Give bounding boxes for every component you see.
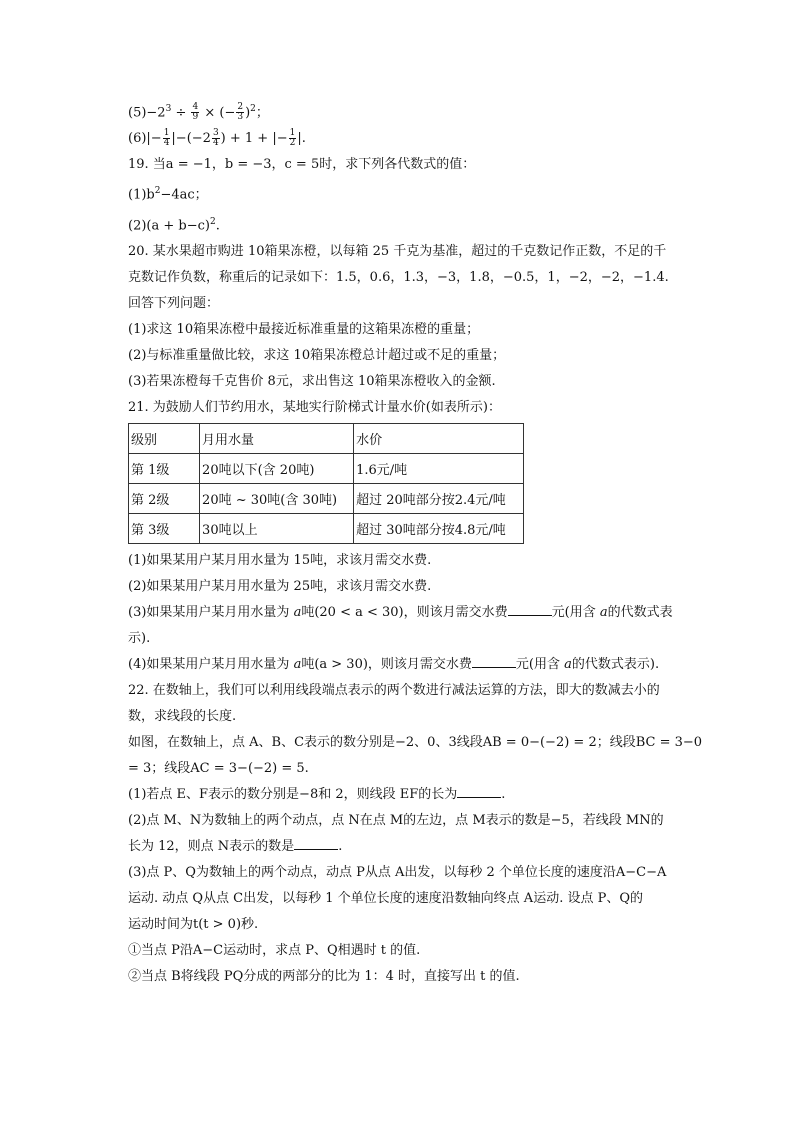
q21-part1: (1)如果某用户某月用水量为 15吨，求该月需交水费. — [128, 552, 432, 568]
q22-part3-cont1: 运动. 动点 Q从点 C出发，以每秒 1 个单位长度的速度沿数轴向终点 A运动. 设点 P、Q的 — [128, 890, 643, 906]
q21-part4: (4)如果某用户某月用水量为 a吨(a > 30)，则该月需交水费 元(用含 a的代数式表示). — [128, 652, 698, 678]
table-cell: 超过 30吨部分按4.8元/吨 — [354, 513, 524, 543]
table-cell: 20吨以下(含 20吨) — [200, 453, 354, 483]
q20-line3: 回答下列问题： — [128, 295, 220, 311]
answer-blank[interactable] — [457, 783, 501, 798]
fraction: $\frac{2}{3}$ — [237, 102, 244, 123]
table-cell: 超过 20吨部分按2.4元/吨 — [354, 483, 524, 513]
q22-line3: 如图，在数轴上，点 A、B、C表示的数分别是−2、0、3线段AB = 0−(−2) = 2；线段BC = 3−0 — [128, 734, 703, 750]
q22-part3: (3)点 P、Q为数轴上的两个动点，动点 P从点 A出发，以每秒 2 个单位长度的速度沿A−C−A — [128, 864, 667, 880]
table-header-row — [129, 423, 524, 453]
table-cell: 30吨以上 — [200, 513, 354, 543]
fraction: $\frac{3}{4}$ — [212, 128, 219, 149]
q22-part2-cont: 长为 12，则点 N表示的数是 . — [128, 834, 698, 860]
q19-part2: $(2)(a + b-c)^2$. — [128, 216, 220, 233]
q19-title: 19. 当a = −1，b = −3，c = 5时，求下列各代数式的值： — [128, 157, 476, 173]
q22-line1: 22. 在数轴上，我们可以利用线段端点表示的两个数进行减法运算的方法，即大的数减去小的 — [128, 682, 660, 698]
table-row — [129, 483, 524, 513]
table-cell: 1.6元/吨 — [354, 453, 524, 483]
table-row — [129, 513, 524, 543]
answer-blank[interactable] — [294, 835, 338, 850]
table-cell: 第 2级 — [129, 483, 200, 513]
table-header: 月用水量 — [200, 423, 354, 453]
q20-part2: (2)与标准重量做比较，求这 10箱果冻橙总计超过或不足的重量； — [128, 347, 506, 363]
fraction: $\frac{1}{4}$ — [163, 128, 170, 149]
q20-line1: 20. 某水果超市购进 10箱果冻橙，以每箱 25 千克为基准，超过的千克数记作正数，不足的千 — [128, 243, 667, 259]
table-header: 水价 — [354, 423, 524, 453]
water-price-table — [128, 423, 524, 544]
q21-title: 21. 为鼓励人们节约用水，某地实行阶梯式计量水价(如表所示)： — [128, 399, 501, 415]
q22-part1: (1)若点 E、F表示的数分别是−8和 2，则线段 EF的长为 . — [128, 782, 698, 808]
answer-blank[interactable] — [472, 653, 516, 668]
q21-part2: (2)如果某用户某月用水量为 25吨，求该月需交水费. — [128, 578, 432, 594]
q20-part3: (3)若果冻橙每千克售价 8元，求出售这 10箱果冻橙收入的金额. — [128, 373, 496, 389]
q20-part1: (1)求这 10箱果冻橙中最接近标准重量的这箱果冻橙的重量； — [128, 321, 480, 337]
table-cell: 20吨 ~ 30吨(含 30吨) — [200, 483, 354, 513]
table-row — [129, 453, 524, 483]
q21-part3: (3)如果某用户某月用水量为 a吨(20 < a < 30)，则该月需交水费 元(用含 a的代数式表 — [128, 600, 698, 626]
answer-blank[interactable] — [508, 601, 552, 616]
q22-sub1: ①当点 P沿A−C运动时，求点 P、Q相遇时 t 的值. — [128, 942, 421, 958]
fraction: $\frac{4}{9}$ — [192, 102, 199, 123]
fraction: $\frac{1}{2}$ — [289, 128, 296, 149]
q22-part3-cont2: 运动时间为t(t > 0)秒. — [128, 916, 259, 932]
document-page — [128, 96, 703, 990]
q22-line2: 数，求线段的长度. — [128, 708, 237, 724]
q21-part3-cont: 示). — [128, 630, 151, 646]
q22-sub2: ②当点 B将线段 PQ分成的两部分的比为 1：4 时，直接写出 t 的值. — [128, 968, 520, 984]
q18-part6: (6)|− $\frac{1}{4}$ |−(−2 $\frac{3}{4}$ ) + 1 + |− $\frac{1}{2}$ |. — [128, 128, 306, 149]
q22-line4: = 3；线段AC = 3−(−2) = 5. — [128, 760, 309, 776]
table-cell: 第 1级 — [129, 453, 200, 483]
q18-part5: $(5)-2^3$ ÷ $\frac{4}{9}$ × (− $\frac{2}{3}$ )$^2$； — [128, 102, 269, 123]
table-header: 级别 — [129, 423, 200, 453]
table-cell: 第 3级 — [129, 513, 200, 543]
q22-part2: (2)点 M、N为数轴上的两个动点，点 N在点 M的左边，点 M表示的数是−5，若线段 MN的 — [128, 812, 664, 828]
q20-line2: 克数记作负数，称重后的记录如下：1.5，0.6，1.3，−3，1.8，−0.5，1，−2，−2，−1.4. — [128, 269, 669, 285]
q19-part1: $(1)b^2-4ac$； — [128, 186, 208, 203]
